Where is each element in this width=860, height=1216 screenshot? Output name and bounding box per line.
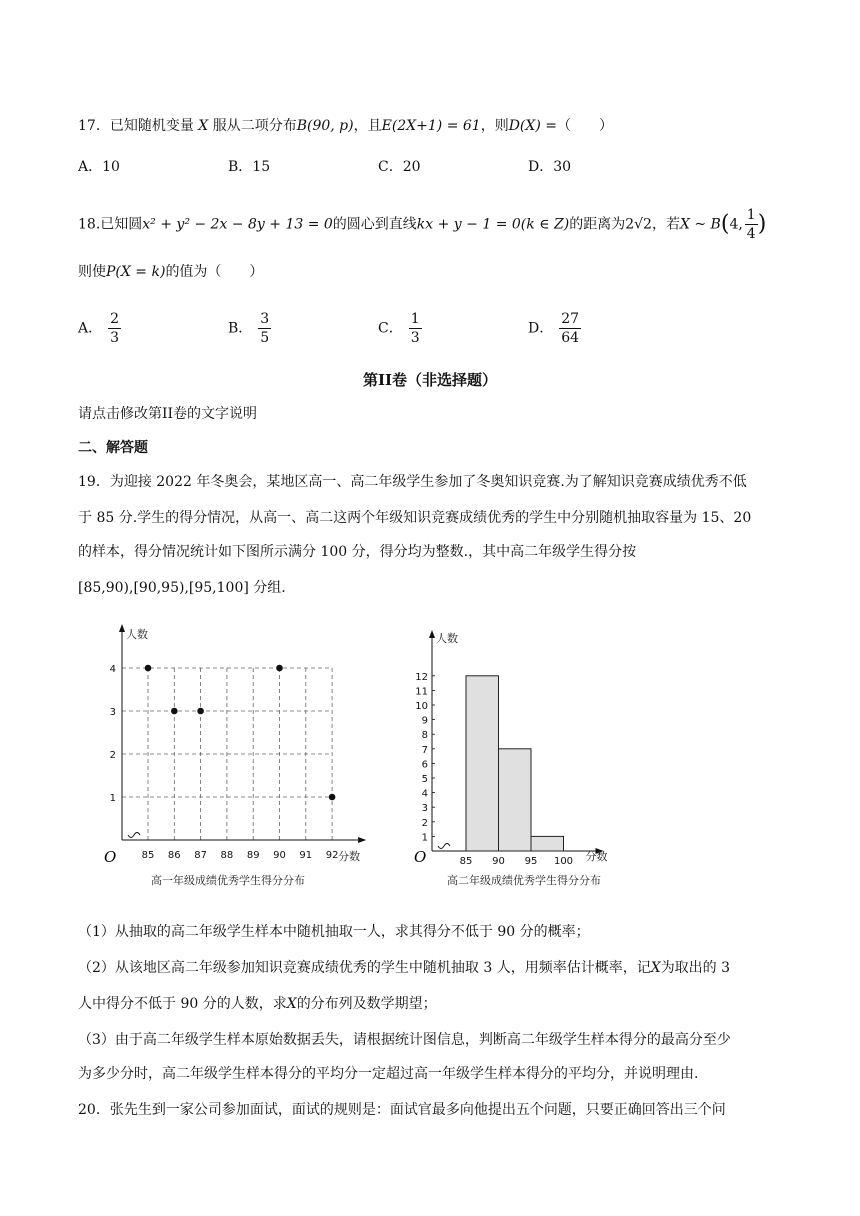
origin-label: O xyxy=(104,848,117,866)
y-tick-10: 10 xyxy=(415,701,428,712)
y-tick-5: 5 xyxy=(421,774,428,785)
chart-title: 高一年级成绩优秀学生得分分布 xyxy=(151,874,305,887)
q17-option-c[interactable]: C．20 xyxy=(378,159,421,175)
data-point-90 xyxy=(276,665,283,672)
chart-grade11-histogram xyxy=(410,620,650,890)
y-axis-arrow xyxy=(429,630,435,638)
y-tick-3: 3 xyxy=(109,707,116,718)
axis-break-icon xyxy=(438,844,450,849)
q18-option-d-fraction: $\frac{27}{64}$ xyxy=(561,311,580,346)
y-tick-4: 4 xyxy=(421,788,428,800)
q19-sub3-line1: （3）由于高二年级学生样本原始数据丢失，请根据统计图信息，判断高二年级学生样本得分的最高分至少 xyxy=(78,1032,731,1048)
q19-sub2-line1: （2）从该地区高二年级参加知识竞赛成绩优秀的学生中随机抽取 3 人，用频率估计概率，记X为取出的 3 xyxy=(78,960,731,976)
y-tick-3: 3 xyxy=(421,803,428,815)
q19-line4: [85,90),[90,95),[95,100] 分组. xyxy=(78,580,286,596)
y-axis-label: 人数 xyxy=(436,632,458,645)
q19-sub1: （1）从抽取的高二年级学生样本中随机抽取一人，求其得分不低于 90 分的概率； xyxy=(78,924,590,940)
x-tick-87: 87 xyxy=(194,850,207,861)
x-tick-90: 90 xyxy=(273,850,286,861)
data-point-87 xyxy=(197,708,204,715)
y-tick-4: 4 xyxy=(109,664,116,675)
x-tick-92: 92 xyxy=(325,850,339,861)
axis-break-icon xyxy=(128,833,140,838)
q17-stem: 17．已知随机变量 X 服从二项分布B(90, p)，且E(2X+1) = 61，则D(X) =（ ） xyxy=(78,118,613,134)
x-tick-95: 95 xyxy=(524,856,538,867)
q18-stem-line1: 18.已知圆x² + y² − 2x − 8y + 13 = 0的圆心到直线kx + y − 1 = 0(k ∈ Z)的距离为2√2，若X ~ B(4, $\frac{1}{4}$ ) xyxy=(78,207,767,242)
x-tick-88: 88 xyxy=(220,850,234,861)
q20-line1: 20．张先生到一家公司参加面试，面试的规则是：面试官最多向他提出五个问题，只要正确回答出三个问 xyxy=(78,1102,726,1118)
part-heading: 二、解答题 xyxy=(78,440,148,456)
section-note[interactable]: 请点击修改第II卷的文字说明 xyxy=(78,406,258,422)
y-tick-6: 6 xyxy=(421,759,428,771)
y-tick-12: 12 xyxy=(415,671,428,683)
y-tick-1: 1 xyxy=(109,793,116,804)
y-tick-2: 2 xyxy=(421,817,428,829)
data-point-92 xyxy=(329,794,336,801)
chart-title: 高二年级成绩优秀学生得分分布 xyxy=(447,874,601,887)
x-tick-89: 89 xyxy=(246,850,260,861)
histogram-bar-90-95 xyxy=(499,749,532,851)
q19-sub3-line2: 为多少分时，高二年级学生样本得分的平均分一定超过高一年级学生样本得分的平均分，并说明理由. xyxy=(78,1066,699,1082)
origin-label: O xyxy=(414,848,427,866)
y-axis-arrow xyxy=(119,624,125,632)
q19-line1: 19．为迎接 2022 年冬奥会，某地区高一、高二年级学生参加了冬奥知识竞赛.为了解知识竞赛成绩优秀不低 xyxy=(78,474,747,490)
q18-option-b-fraction: $\frac{3}{5}$ xyxy=(260,311,270,346)
y-axis-label: 人数 xyxy=(126,628,148,641)
chart-grade10-scatter xyxy=(100,620,361,890)
q18-option-d[interactable]: D． $\frac{27}{64}$ xyxy=(528,311,580,346)
y-tick-7: 7 xyxy=(421,744,428,756)
x-axis-label: 分数 xyxy=(585,850,608,863)
x-tick-85: 85 xyxy=(141,850,155,861)
y-tick-2: 2 xyxy=(109,750,116,761)
q17-option-b[interactable]: B．15 xyxy=(228,159,271,175)
section-title: 第II卷（非选择题） xyxy=(362,371,498,389)
q18-option-c-fraction: $\frac{1}{3}$ xyxy=(410,311,420,346)
q18-binom-fraction: $\frac{1}{4}$ xyxy=(746,207,756,242)
x-tick-85: 85 xyxy=(459,856,473,867)
data-point-85 xyxy=(145,665,152,672)
x-tick-90: 90 xyxy=(492,856,505,867)
data-point-86 xyxy=(171,708,178,715)
x-axis-arrow xyxy=(358,837,366,843)
histogram-bar-85-90 xyxy=(466,676,499,851)
x-tick-91: 91 xyxy=(299,850,313,861)
q19-sub2-line2: 人中得分不低于 90 分的人数，求X的分布列及数学期望； xyxy=(78,996,437,1012)
q19-line3: 的样本，得分情况统计如下图所示满分 100 分，得分均为整数.，其中高二年级学生得分按 xyxy=(78,544,637,560)
q18-option-b[interactable]: B． $\frac{3}{5}$ xyxy=(228,311,270,346)
q17-option-a[interactable]: A．10 xyxy=(78,159,120,175)
y-tick-9: 9 xyxy=(421,715,428,727)
q19-line2: 于 85 分.学生的得分情况，从高一、高二这两个年级知识竞赛成绩优秀的学生中分别随机抽取容量为 15、20 xyxy=(78,510,752,526)
x-tick-86: 86 xyxy=(167,850,181,861)
x-axis-label: 分数 xyxy=(338,850,361,863)
q18-option-c[interactable]: C． $\frac{1}{3}$ xyxy=(378,311,420,346)
x-tick-100: 100 xyxy=(553,856,574,867)
y-tick-1: 1 xyxy=(421,832,428,844)
y-tick-8: 8 xyxy=(421,730,428,742)
histogram-bar-95-100 xyxy=(531,836,564,851)
q17-option-d[interactable]: D．30 xyxy=(528,159,572,175)
q18-stem-line2: 则使P(X = k)的值为（ ） xyxy=(78,264,264,280)
y-tick-11: 11 xyxy=(415,686,428,698)
q18-option-a[interactable]: A． $\frac{2}{3}$ xyxy=(78,311,120,346)
q18-option-a-fraction: $\frac{2}{3}$ xyxy=(110,311,120,346)
